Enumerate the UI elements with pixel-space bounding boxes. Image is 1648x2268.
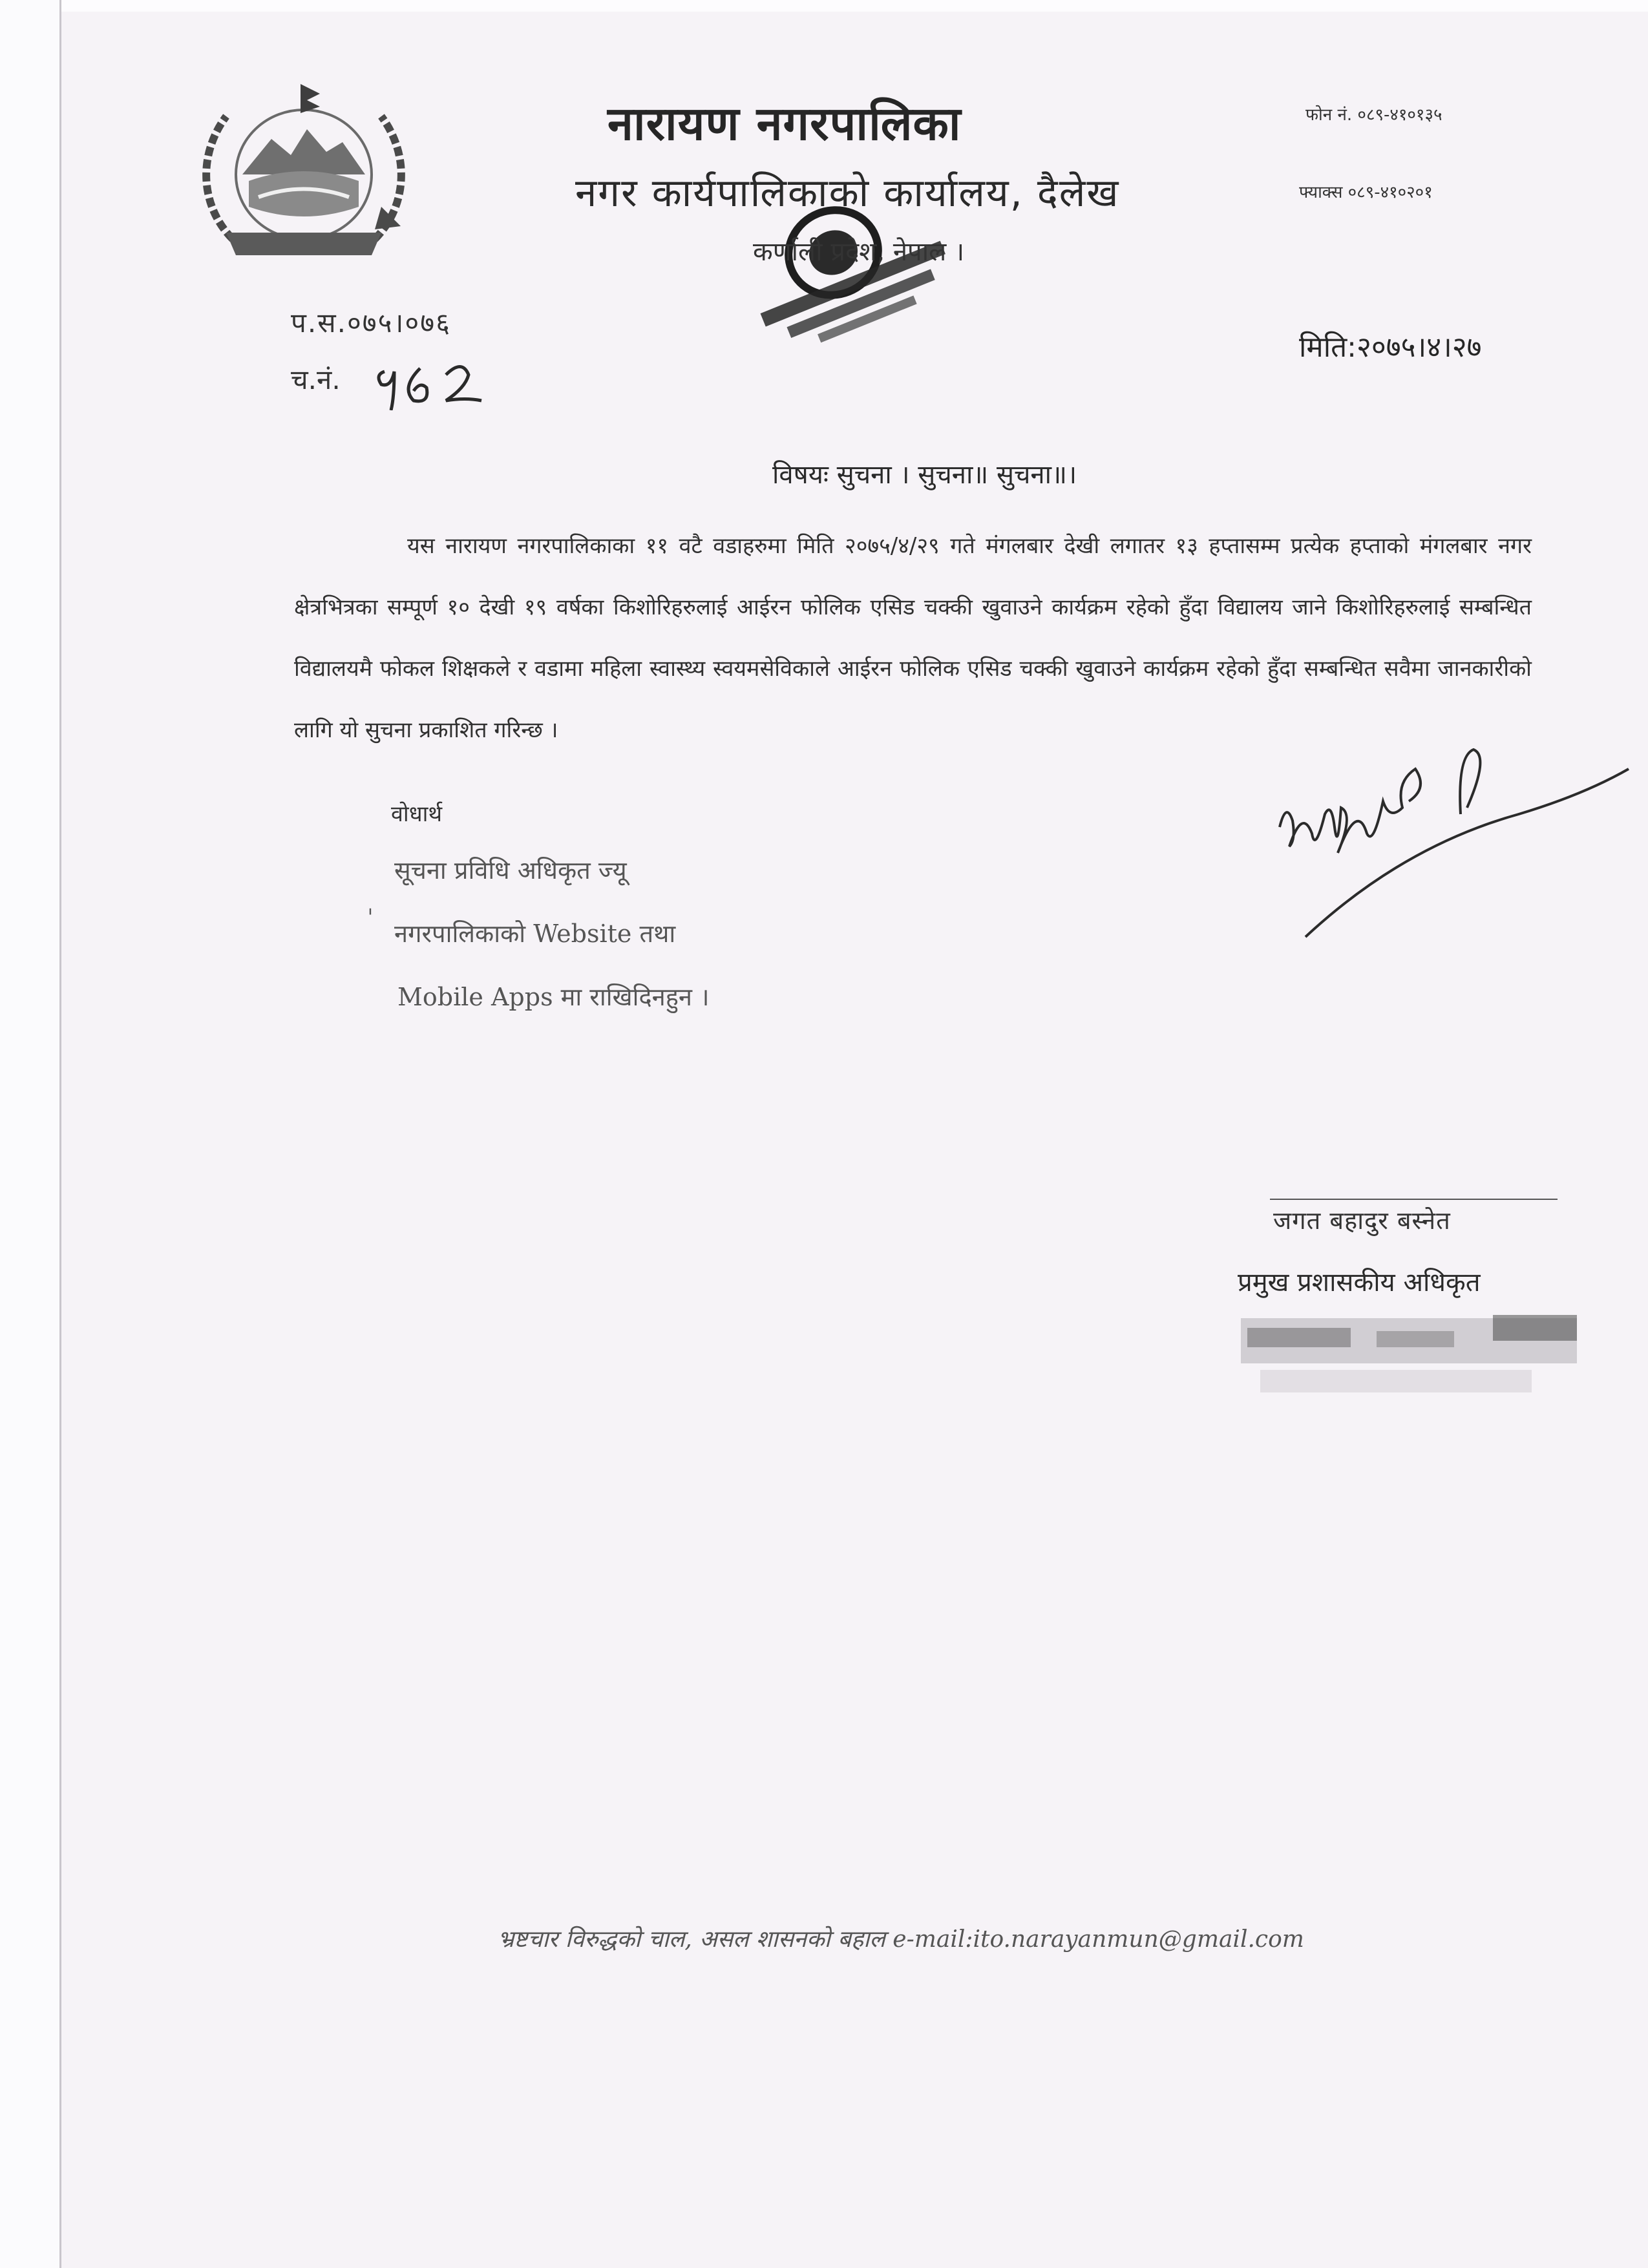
handwritten-signature — [1267, 737, 1642, 950]
notice-body — [294, 516, 1532, 761]
cc-line: Mobile Apps मा राखिदिनहुन । — [397, 983, 710, 1011]
handwritten-tick-mark: ˌ — [367, 890, 374, 917]
fax-number: फ्याक्स ०८९-४१०२०१ — [1299, 183, 1433, 202]
subject-line: विषयः सुचना । सुचना॥ सुचना॥। — [772, 460, 1077, 490]
cc-heading: वोधार्थ — [391, 801, 443, 827]
phone-number: फोन नं. ०८९-४१०१३५ — [1305, 105, 1442, 125]
scan-top-edge — [0, 0, 1648, 12]
signature-line — [1270, 1199, 1558, 1200]
office-address: कर्णाली प्रदेश, नेपाल । — [753, 237, 965, 267]
letter-date: मिति:२०७५।४।२७ — [1299, 331, 1482, 364]
signatory-designation: प्रमुख प्रशासकीय अधिकृत — [1238, 1268, 1481, 1297]
nepal-emblem-icon — [187, 78, 420, 265]
dispatch-label: च.नं. — [291, 364, 341, 395]
scan-left-edge — [0, 0, 61, 2268]
letter-number: प.स.०७५।०७६ — [291, 307, 451, 339]
notice-body-text: यस नारायण नगरपालिकाका ११ वटै वडाहरुमा मिति २०७५/४/२९ गते मंगलबार देखी लगातर १३ हप्तासम्म प्रत्येक हप्ताको मंगलबार नगर क्षेत्रभित्रका सम्पूर्ण १० देखी १९ वर्षका किशोरिहरुलाई आईरन फोलिक एसिड चक्की खुवाउने कार्यक्रम रहेको हुँदा विद्यालय जाने किशोरिहरुलाई सम्बन्धित विद्यालयमै फोकल शिक्षकले र वडामा महिला स्वास्थ्य स्वयमसेविकाले आईरन फोलिक एसिड चक्की खुवाउने कार्यक्रम रहेको हुँदा सम्बन्धित सवैमा जानकारीको लागि यो सुचना प्रकाशित गरिन्छ । — [294, 533, 1532, 743]
footer-slogan-email: भ्रष्टचार विरुद्धको चाल, असल शासनको बहाल e-mail:ito.narayanmun@gmail.com — [498, 1926, 1304, 1953]
cc-line: नगरपालिकाको Website तथा — [394, 919, 676, 948]
handwritten-dispatch-number — [365, 352, 494, 410]
municipality-name: नारायण नगरपालिका — [607, 96, 962, 151]
designation-stamp — [1234, 1292, 1596, 1434]
office-name: नगर कार्यपालिकाको कार्यालय, दैलेख — [575, 171, 1120, 216]
cc-line: सूचना प्रविधि अधिकृत ज्यू — [394, 856, 627, 885]
signatory-name: जगत बहादुर बस्नेत — [1273, 1206, 1451, 1235]
